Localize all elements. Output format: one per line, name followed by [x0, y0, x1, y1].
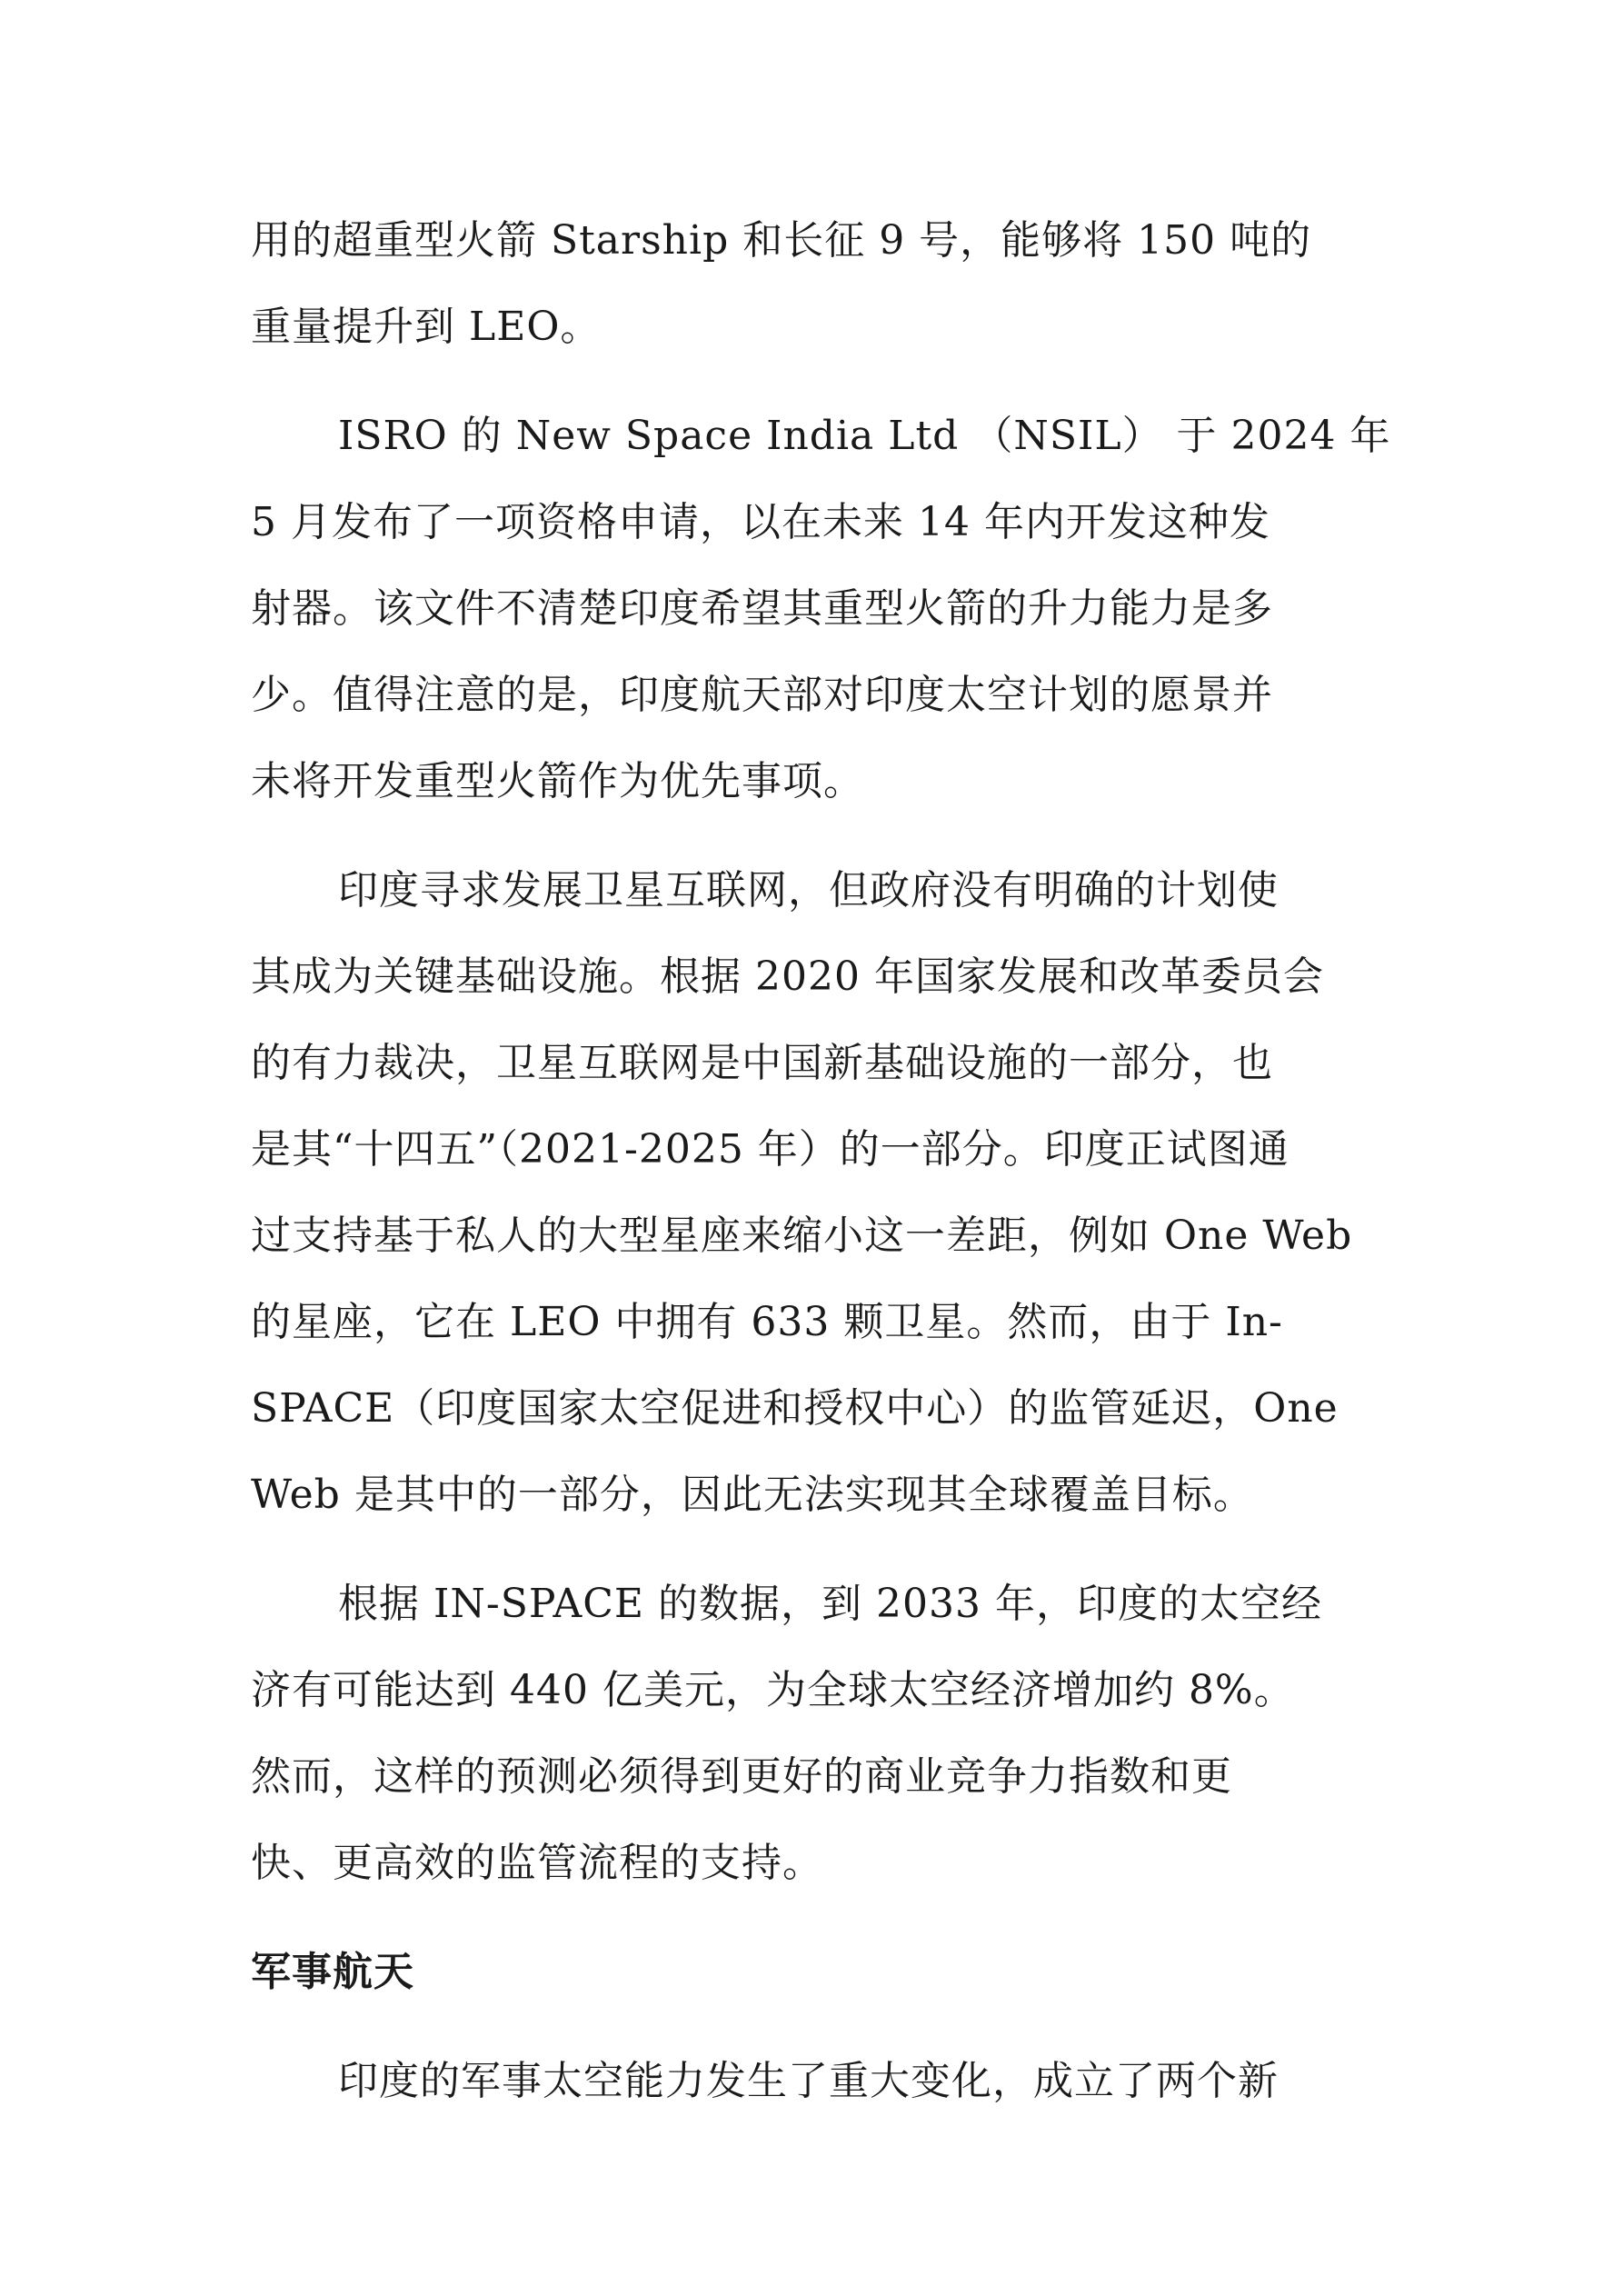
- paragraph-2-line-2: 5 月发布了一项资格申请，以在未来 14 年内开发这种发: [251, 499, 1270, 545]
- paragraph-1-line-1: 用的超重型火箭 Starship 和长征 9 号，能够将 150 吨的: [251, 217, 1312, 264]
- paragraph-3-line-3: 的有力裁决，卫星互联网是中国新基础设施的一部分，也: [251, 1040, 1273, 1086]
- paragraph-3-line-7: SPACE（印度国家太空促进和授权中心）的监管延迟，One: [251, 1385, 1339, 1432]
- section-paragraph-line-1: 印度的军事太空能力发生了重大变化，成立了两个新: [338, 2058, 1279, 2104]
- paragraph-3-line-1: 印度寻求发展卫星互联网，但政府没有明确的计划使: [338, 867, 1279, 913]
- paragraph-3-line-5: 过支持基于私人的大型星座来缩小这一差距，例如 One Web: [251, 1213, 1353, 1259]
- paragraph-1-line-2: 重量提升到 LEO。: [251, 304, 602, 350]
- paragraph-3-line-2: 其成为关键基础设施。根据 2020 年国家发展和改革委员会: [251, 953, 1324, 1000]
- paragraph-3-line-6: 的星座，它在 LEO 中拥有 633 颗卫星。然而，由于 In-: [251, 1299, 1283, 1345]
- paragraph-4-line-3: 然而，这样的预测必须得到更好的商业竞争力指数和更: [251, 1753, 1232, 1800]
- paragraph-3-line-8: Web 是其中的一部分，因此无法实现其全球覆盖目标。: [251, 1472, 1254, 1518]
- paragraph-2-line-3: 射器。该文件不清楚印度希望其重型火箭的升力能力是多: [251, 585, 1273, 632]
- paragraph-4-line-1: 根据 IN-SPACE 的数据，到 2033 年，印度的太空经: [338, 1581, 1322, 1627]
- paragraph-2-line-4: 少。值得注意的是，印度航天部对印度太空计划的愿景并: [251, 672, 1273, 718]
- paragraph-2-line-5: 未将开发重型火箭作为优先事项。: [251, 758, 864, 804]
- paragraph-4-line-2: 济有可能达到 440 亿美元，为全球太空经济增加约 8%。: [251, 1667, 1295, 1713]
- paragraph-2-line-1: ISRO 的 New Space India Ltd （NSIL） 于 2024 年: [338, 413, 1391, 459]
- paragraph-3-line-4: 是其“十四五”（2021-2025 年）的一部分。印度正试图通: [251, 1126, 1289, 1173]
- paragraph-4-line-4: 快、更高效的监管流程的支持。: [251, 1840, 823, 1886]
- section-heading: 军事航天: [251, 1949, 414, 1995]
